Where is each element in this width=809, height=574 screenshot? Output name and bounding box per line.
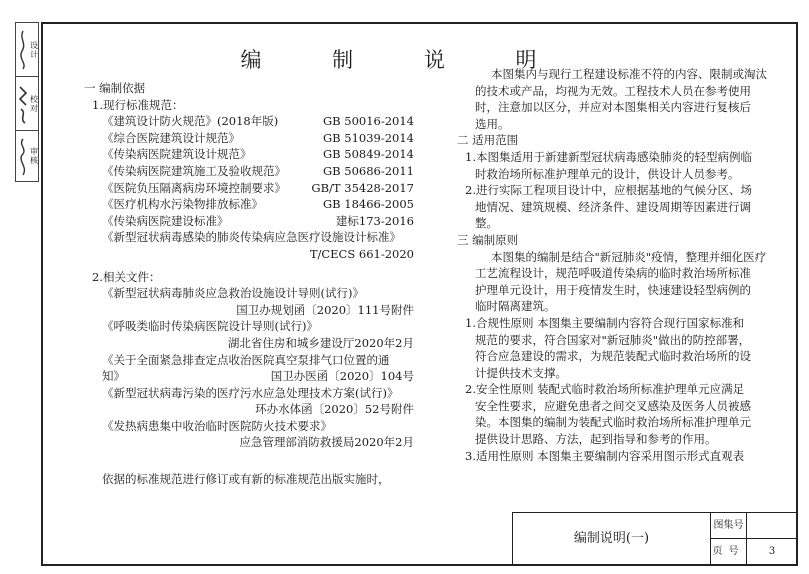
intro-line: 选用。 xyxy=(475,116,510,131)
standard-row xyxy=(84,113,414,130)
item-line: 地情况、建筑规模、经济条件、建设周期等因素进行调 xyxy=(475,199,751,214)
sub-heading: 2.相关文件： xyxy=(92,269,161,284)
page-label: 页号 xyxy=(711,539,747,565)
item-line: 规范的要求，符合国家对"新冠肺炎"做出的防控部署， xyxy=(475,332,751,347)
atlas-label: 图集号 xyxy=(711,513,747,539)
item-line: 整。 xyxy=(475,216,498,231)
item-line: 符合应急建设的需求，为规范装配式临时救治场所的设 xyxy=(475,349,751,364)
page-title: 编 制 说 明 xyxy=(240,48,569,72)
para-line: 临时隔离建筑。 xyxy=(475,299,556,314)
signature-mark xyxy=(17,137,29,177)
standard-row xyxy=(84,196,414,213)
doc-title: 《发热病患集中收治临时医院防火技术要求》 xyxy=(102,418,332,433)
standard-row xyxy=(84,146,414,163)
doc-issuer: 环办水体函〔2020〕52号附件 xyxy=(255,402,414,417)
item-line: 时救治场所标准护理单元的设计，供设计人员参考。 xyxy=(475,166,740,181)
standard-name: 《医院负压隔离病房环境控制要求》 xyxy=(102,180,286,195)
item-line: 1.本图集适用于新建新型冠状病毒感染肺炎的轻型病例临 xyxy=(465,149,752,164)
standard-code: GB 50849-2014 xyxy=(322,147,414,162)
standard-row xyxy=(84,163,414,180)
standard-row xyxy=(84,130,414,147)
doc-title: 《呼吸类临时传染病医院设计导则(试行)》 xyxy=(102,319,318,334)
intro-line: 的技术或产品，均视为无效。工程技术人员在参考使用 xyxy=(475,83,751,98)
standard-code: GB 50016-2014 xyxy=(322,114,414,129)
side-label-design: 设计 xyxy=(30,41,38,59)
standard-code: GB 51039-2014 xyxy=(322,130,414,145)
item-line: 2.安全性原则 装配式临时救治场所标准护理单元应满足 xyxy=(465,382,745,397)
para-line: 护理单元设计，用于疫情发生时，快速建设轻型病例的 xyxy=(475,282,751,297)
standard-name: 《综合医院建筑设计规范》 xyxy=(102,130,240,145)
standard-row xyxy=(84,213,414,230)
doc-title: 《新型冠状病毒污染的医疗污水应急处理技术方案(试行)》 xyxy=(102,385,399,400)
sub-heading: 1.现行标准规范： xyxy=(92,97,184,112)
standard-name: 《传染病医院建设标准》 xyxy=(102,213,229,228)
standard-name: 《建筑设计防火规范》(2018年版) xyxy=(102,114,279,129)
para-line: 工艺流程设计，规范呼吸道传染病的临时救治场所标准 xyxy=(475,266,751,281)
signature-mark xyxy=(17,83,29,125)
doc-title-cont: 知》 xyxy=(102,369,125,384)
doc-issuer: 国卫办医函〔2020〕104号 xyxy=(270,369,414,384)
item-line: 安全性要求，应避免患者之间交叉感染及医务人员被感 xyxy=(475,398,751,413)
right-column xyxy=(457,66,782,464)
para-line: 本图集的编制是结合"新冠肺炎"疫情，整理并细化医疗 xyxy=(491,249,767,264)
doc-issuer-row xyxy=(84,368,414,385)
side-label-check: 校对 xyxy=(30,95,38,113)
standard-name: 《传染病医院建筑设计规范》 xyxy=(102,147,252,162)
atlas-value xyxy=(747,513,797,539)
intro-line: 时，注意加以区分，并应对本图集相关内容进行复核后 xyxy=(475,100,751,115)
item-line: 计提供技术支撑。 xyxy=(475,365,567,380)
sign-row-check xyxy=(16,77,38,131)
standard-row xyxy=(84,180,414,197)
item-line: 2.进行实际工程项目设计中，应根据基地的气候分区、场 xyxy=(465,183,752,198)
title-block xyxy=(512,512,796,564)
standard-name-long: 《新型冠状病毒感染的肺炎传染病应急医疗设施设计标准》 xyxy=(102,230,401,245)
doc-title: 《关于全面紧急排查定点收治医院真空泵排气口位置的通 xyxy=(102,352,390,367)
closing-text: 依据的标准规范进行修订或有新的标准规范出版实施时， xyxy=(102,472,390,487)
doc-issuer: 应急管理部消防救援局2020年2月 xyxy=(239,435,414,450)
section-heading: 一 编制依据 xyxy=(84,81,146,95)
standard-code: GB 18466-2005 xyxy=(322,197,414,212)
left-column xyxy=(84,80,414,488)
item-line: 染。本图集的编制为装配式临时救治场所标准护理单元 xyxy=(475,415,751,430)
standard-code: GB 50686-2011 xyxy=(322,163,414,178)
item-line: 3.适用性原则 本图集主要编制内容采用图示形式直观表 xyxy=(465,448,745,463)
standard-code: 建标173-2016 xyxy=(335,213,414,228)
item-line: 提供设计思路、方法，起到指导和参考的作用。 xyxy=(475,432,717,447)
standard-name: 《传染病医院建筑施工及验收规范》 xyxy=(102,163,286,178)
standard-code: T/CECS 661-2020 xyxy=(309,246,414,261)
section-heading: 三 编制原则 xyxy=(457,232,519,247)
sheet-name: 编制说明(一) xyxy=(513,513,711,565)
section-heading: 二 适用范围 xyxy=(457,133,519,148)
doc-issuer: 国卫办规划函〔2020〕111号附件 xyxy=(236,302,414,317)
side-label-review: 审核 xyxy=(30,147,38,165)
sign-row-review xyxy=(16,131,38,183)
page-number: 3 xyxy=(768,546,776,557)
item-line: 1.合规性原则 本图集主要编制内容符合现行国家标准和 xyxy=(465,315,745,330)
standard-code: GB/T 35428-2017 xyxy=(311,180,414,195)
doc-title: 《新型冠状病毒肺炎应急救治设施设计导则(试行)》 xyxy=(102,286,364,301)
doc-issuer: 湖北省住房和城乡建设厅2020年2月 xyxy=(227,335,414,350)
intro-line: 本图集内与现行工程建设标准不符的内容、限制或淘汰 xyxy=(491,67,767,81)
standard-name: 《医疗机构水污染物排放标准》 xyxy=(102,197,263,212)
